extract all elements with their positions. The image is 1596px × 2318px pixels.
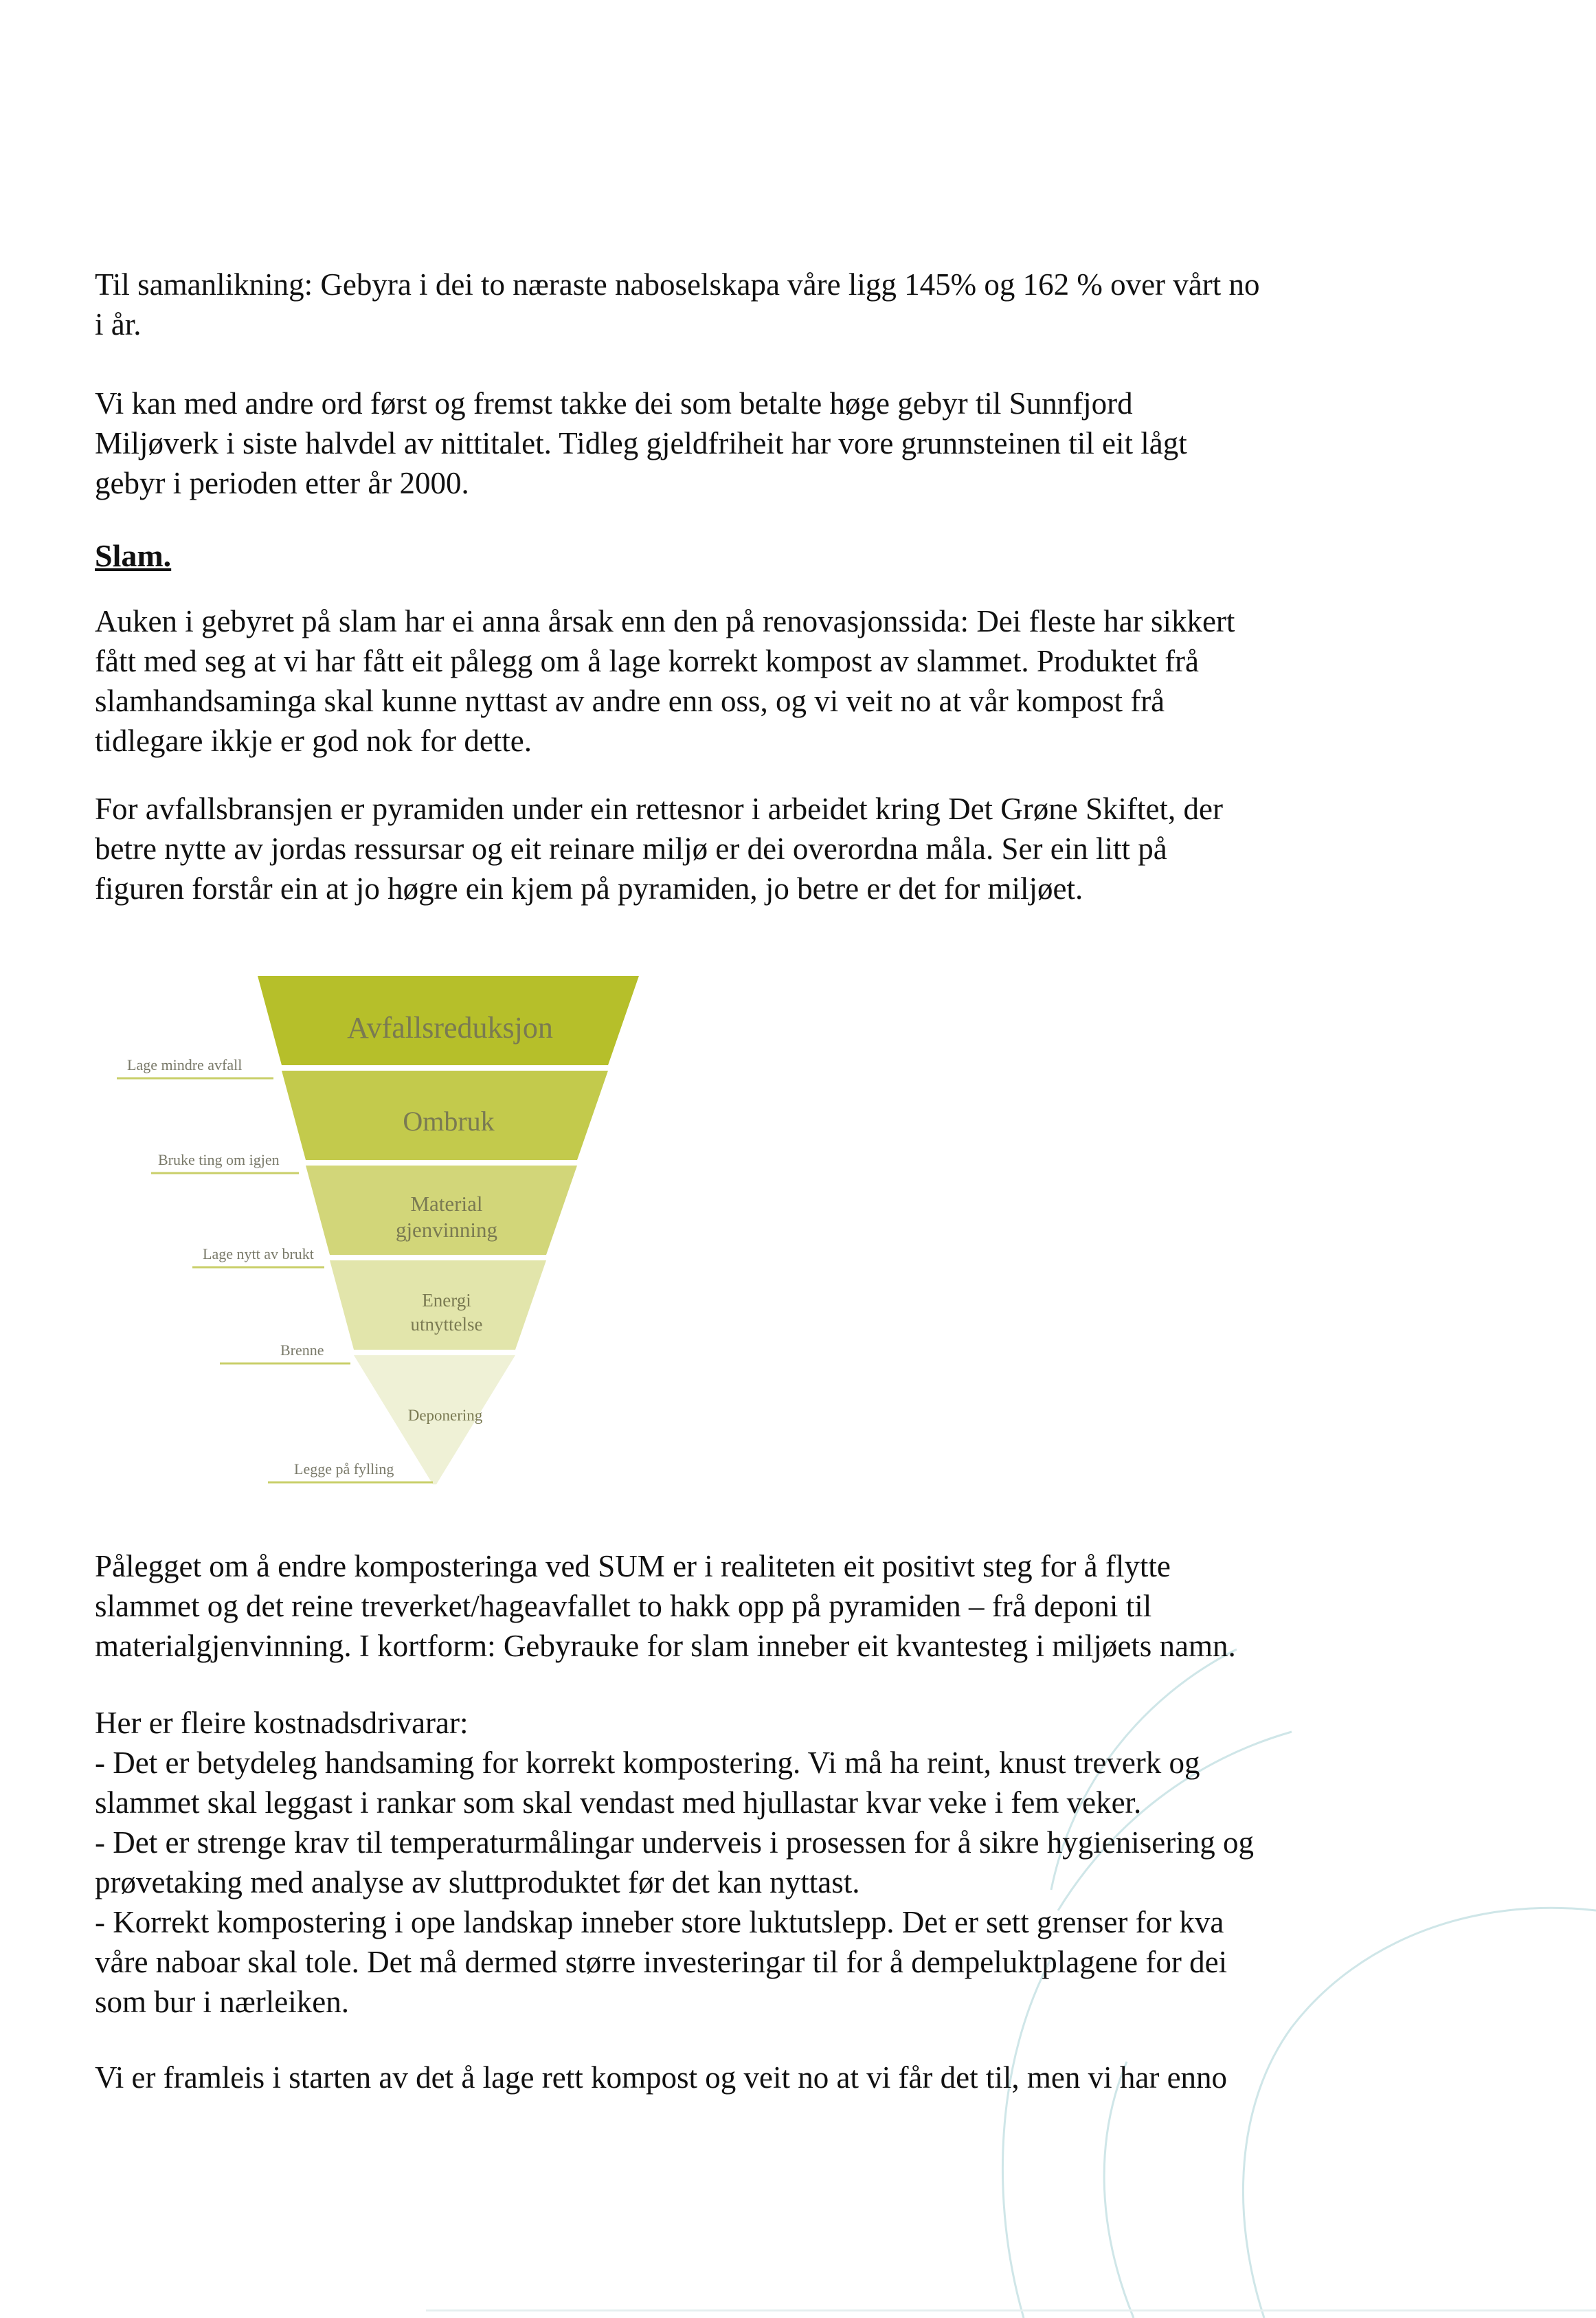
- pyramid-side-label-2: Bruke ting om igjen: [158, 1151, 280, 1168]
- pyramid-level-3-title-line1: Material: [410, 1192, 483, 1216]
- paragraph-conclusion: [95, 2058, 1414, 2097]
- pyramid-level-1-title: Avfallsreduksjon: [347, 1011, 553, 1045]
- text-line: slammet og det reine treverket/hageavfallet to hakk opp på pyramiden – frå deponi til: [95, 1589, 1152, 1623]
- text-line: Auken i gebyret på slam har ei anna årsak enn den på renovasjonssida: Dei fleste har sikkert: [95, 604, 1235, 638]
- paragraph-cost-drivers: [95, 1703, 1414, 2022]
- text-line: Her er fleire kostnadsdrivarar:: [95, 1706, 469, 1740]
- text-line: Vi er framleis i starten av det å lage rett kompost og veit no at vi får det til, men vi har enno: [95, 2060, 1228, 2095]
- text-line: tidlegare ikkje er god nok for dette.: [95, 724, 532, 758]
- text-line: slammet skal leggast i rankar som skal vendast med hjullastar kvar veke i fem veker.: [95, 1785, 1142, 1820]
- paragraph-pyramid-intro: [95, 789, 1414, 909]
- pyramid-side-label-3: Lage nytt av brukt: [203, 1245, 314, 1262]
- section-heading-slam: Slam.: [95, 538, 172, 573]
- pyramid-level-4-title-line1: Energi: [422, 1290, 471, 1311]
- text-line: materialgjenvinning. I kortform: Gebyrauke for slam inneber eit kvantesteg i miljøets namn.: [95, 1629, 1236, 1663]
- text-line: Vi kan med andre ord først og fremst takke dei som betalte høge gebyr til Sunnfjord: [95, 386, 1133, 421]
- text-line: prøvetaking med analyse av sluttproduktet før det kan nyttast.: [95, 1865, 860, 1899]
- text-line: Pålegget om å endre komposteringa ved SUM er i realiteten eit positivt steg for å flytte: [95, 1549, 1171, 1583]
- text-line: gebyr i perioden etter år 2000.: [95, 466, 469, 500]
- text-line: våre naboar skal tole. Det må dermed større investeringar til for å dempeluktplagene for dei: [95, 1945, 1228, 1979]
- pyramid-side-label-4: Brenne: [280, 1341, 324, 1359]
- text-line: - Korrekt kompostering i ope landskap inneber store luktutslepp. Det er sett grenser for kva: [95, 1905, 1224, 1939]
- text-line: betre nytte av jordas ressursar og eit reinare miljø er dei overordna måla. Ser ein litt på: [95, 832, 1167, 866]
- text-line: slamhandsaminga skal kunne nyttast av andre enn oss, og vi veit no at vår kompost frå: [95, 684, 1165, 718]
- pyramid-level-3-title-line2: gjenvinning: [395, 1218, 498, 1242]
- text-line: Miljøverk i siste halvdel av nittitalet. Tidleg gjeldfriheit har vore grunnsteinen til eit lågt: [95, 426, 1187, 460]
- paragraph-comparison: [95, 265, 1414, 344]
- paragraph-thanks: [95, 383, 1414, 503]
- text-line: som bur i nærleiken.: [95, 1985, 349, 2019]
- pyramid-side-label-1: Lage mindre avfall: [127, 1056, 243, 1073]
- paragraph-sludge-fee: [95, 601, 1414, 761]
- text-line: figuren forstår ein at jo høgre ein kjem på pyramiden, jo betre er det for miljøet.: [95, 871, 1083, 906]
- pyramid-level-5-title: Deponering: [407, 1407, 483, 1424]
- paragraph-order-positive: [95, 1546, 1414, 1666]
- pyramid-level-2-title: Ombruk: [403, 1106, 495, 1137]
- text-line: - Det er strenge krav til temperaturmålingar underveis i prosessen for å sikre hygienisering og: [95, 1825, 1254, 1860]
- text-line: - Det er betydeleg handsaming for korrekt kompostering. Vi må ha reint, knust treverk og: [95, 1746, 1200, 1780]
- waste-hierarchy-pyramid: [110, 976, 660, 1498]
- text-line: For avfallsbransjen er pyramiden under ein rettesnor i arbeidet kring Det Grøne Skiftet, der: [95, 792, 1223, 826]
- text-line: i år.: [95, 307, 142, 342]
- text-line: Til samanlikning: Gebyra i dei to næraste naboselskapa våre ligg 145% og 162 % over vårt no: [95, 267, 1260, 302]
- pyramid-level-4-title-line2: utnyttelse: [410, 1314, 483, 1335]
- text-line: fått med seg at vi har fått eit pålegg om å lage korrekt kompost av slammet. Produktet frå: [95, 644, 1200, 678]
- pyramid-side-label-5: Legge på fylling: [294, 1460, 394, 1478]
